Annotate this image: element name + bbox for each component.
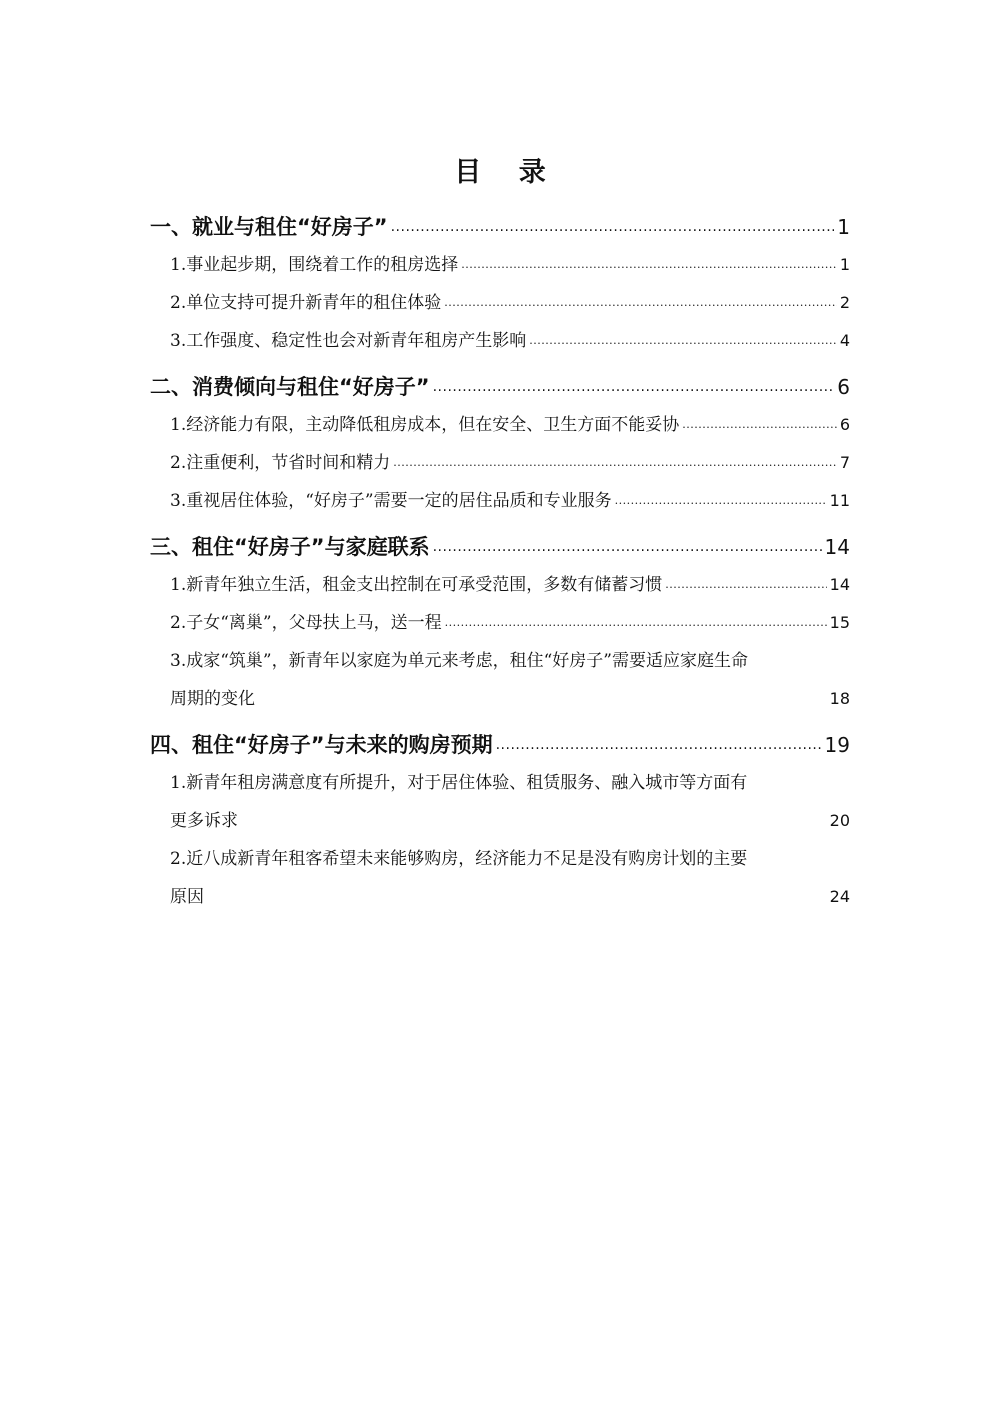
toc-item-2-1[interactable] [150,406,850,444]
toc-item-label: 2.子女“离巢”，父母扶上马，送一程 [170,613,442,633]
toc-item-1-2[interactable] [150,284,850,322]
dot-leader [461,244,837,284]
dot-leader [433,365,835,406]
toc-page-number: 6 [837,375,850,399]
toc-section-label: 四、租住“好房子”与未来的购房预期 [150,733,493,757]
page-title: 目 录 [454,157,560,188]
toc-page-number: 1 [839,255,850,274]
toc-item-label-line2: 更多诉求 [170,811,238,831]
toc-item-4-2[interactable] [150,840,850,916]
toc-item-1-1[interactable] [150,246,850,284]
toc-section-label: 三、租住“好房子”与家庭联系 [150,535,430,559]
toc-page-number: 14 [829,575,850,594]
toc-page-number: 4 [839,331,850,350]
toc-page-number: 7 [839,453,850,472]
table-of-contents [150,208,850,916]
toc-page-number: 15 [829,613,850,632]
toc-item-label-line1: 2.近八成新青年租客希望未来能够购房，经济能力不足是没有购房计划的主要 [170,849,748,869]
toc-item-3-2[interactable] [150,604,850,642]
toc-section-label: 二、消费倾向与租住“好房子” [150,375,430,399]
toc-page-number: 20 [829,811,850,830]
toc-item-label-line1: 3.成家“筑巢”，新青年以家庭为单元来考虑，租住“好房子”需要适应家庭生命 [170,651,748,671]
toc-page-number: 1 [837,215,850,239]
toc-section-4[interactable] [150,726,850,764]
dot-leader [615,480,827,520]
toc-page-number: 2 [839,293,850,312]
dot-leader [433,525,822,566]
dot-leader [393,442,837,482]
dot-leader [391,205,835,246]
toc-section-1[interactable] [150,208,850,246]
toc-page-number: 19 [824,733,850,757]
toc-item-label: 1.新青年独立生活，租金支出控制在可承受范围，多数有储蓄习惯 [170,575,663,595]
toc-page-number: 6 [839,415,850,434]
dot-leader [496,723,822,764]
dot-leader [445,602,827,642]
toc-item-label: 1.事业起步期，围绕着工作的租房选择 [170,255,459,275]
toc-item-label-line1: 1.新青年租房满意度有所提升，对于居住体验、租赁服务、融入城市等方面有 [170,773,748,793]
toc-section-2[interactable] [150,368,850,406]
toc-item-2-2[interactable] [150,444,850,482]
toc-page-number: 11 [829,491,850,510]
dot-leader [665,564,826,604]
toc-page-number: 14 [824,535,850,559]
toc-item-label: 2.注重便利，节省时间和精力 [170,453,391,473]
toc-item-label-line2: 原因 [170,887,204,907]
toc-section-3[interactable] [150,528,850,566]
toc-item-4-1[interactable] [150,764,850,840]
toc-section-label: 一、就业与租住“好房子” [150,215,388,239]
toc-item-label: 3.重视居住体验，“好房子”需要一定的居住品质和专业服务 [170,491,612,511]
toc-item-1-3[interactable] [150,322,850,360]
toc-item-2-3[interactable] [150,482,850,520]
toc-item-label: 1.经济能力有限，主动降低租房成本，但在安全、卫生方面不能妥协 [170,415,680,435]
toc-item-3-1[interactable] [150,566,850,604]
dot-leader [682,404,837,444]
toc-item-label: 3.工作强度、稳定性也会对新青年租房产生影响 [170,331,527,351]
toc-item-label-line2: 周期的变化 [170,689,255,709]
toc-page-number: 18 [829,689,850,708]
toc-page-number: 24 [829,887,850,906]
dot-leader [529,320,837,360]
dot-leader [444,282,837,322]
toc-item-label: 2.单位支持可提升新青年的租住体验 [170,293,442,313]
toc-item-3-3[interactable] [150,642,850,718]
